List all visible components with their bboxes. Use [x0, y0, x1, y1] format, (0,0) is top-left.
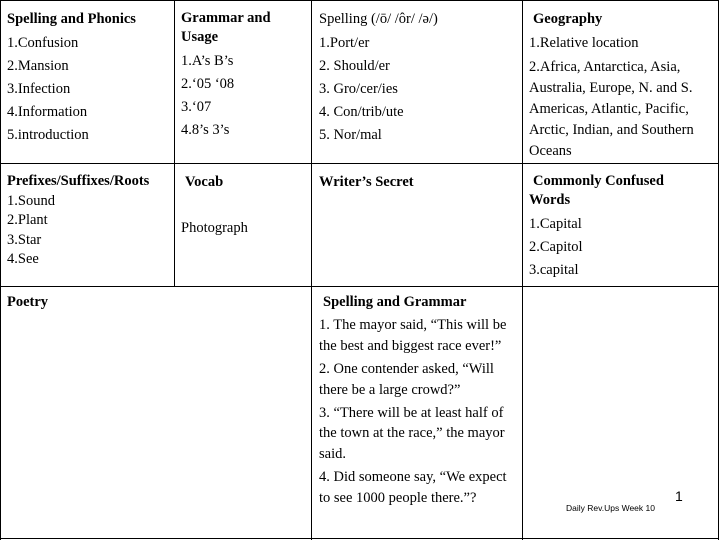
list-item: 1.Port/er	[319, 35, 370, 51]
spelling-sounds-cell	[319, 9, 519, 147]
table-border-left	[0, 0, 1, 540]
grammar-usage-title-cont: Usage	[181, 29, 219, 45]
grammar-usage-cell	[181, 9, 309, 142]
geography-title: Geography	[533, 11, 603, 27]
table-row-divider-2	[0, 286, 719, 287]
spelling-grammar-title: Spelling and Grammar	[323, 294, 467, 310]
table-divider-col2	[311, 0, 312, 540]
list-item: 1.Confusion	[7, 35, 79, 51]
list-item: 4.8’s 3’s	[181, 122, 230, 138]
list-item: 5. Nor/mal	[319, 127, 382, 143]
vocab-title: Vocab	[185, 174, 224, 190]
table-row-divider-1	[0, 163, 719, 164]
spelling-sounds-title: Spelling (/ō/ /ôr/ /ə/)	[319, 11, 438, 27]
list-item: 2.Capitol	[529, 239, 583, 255]
list-item: 3. “There will be at least half of the town at the race,” the mayor said.	[319, 405, 505, 462]
poetry-title: Poetry	[7, 294, 49, 310]
confused-words-title: Commonly Confused	[533, 173, 664, 189]
confused-words-cell	[529, 172, 715, 282]
confused-words-title-cont: Words	[529, 192, 571, 208]
grammar-usage-title: Grammar and	[181, 10, 271, 26]
list-item: 4.Information	[7, 104, 88, 120]
list-item: 1.Sound	[7, 192, 55, 209]
list-item: 2. Should/er	[319, 58, 390, 74]
list-item: 3.capital	[529, 262, 579, 278]
writers-secret-title: Writer’s Secret	[319, 174, 414, 190]
list-item: 4. Did someone say, “We expect to see 1000 people there.”?	[319, 469, 507, 506]
list-item: 2.Plant	[7, 212, 48, 228]
footer-label: Daily Rev.Ups Week 10	[566, 503, 655, 513]
list-item: 2. One contender asked, “Will there be a large crowd?”	[319, 361, 494, 398]
list-item: 3.Star	[7, 231, 42, 248]
vocab-cell	[181, 172, 309, 239]
list-item: 3.‘07	[181, 99, 212, 115]
geography-cell	[529, 9, 715, 162]
spelling-phonics-cell	[7, 9, 171, 147]
table-border-top	[0, 0, 719, 1]
poetry-cell	[7, 292, 171, 313]
list-item: 4.See	[7, 251, 39, 267]
list-item: 1.A’s B’s	[181, 53, 234, 69]
page-number: 1	[675, 488, 683, 504]
table-border-right	[718, 0, 719, 540]
list-item: 2.Mansion	[7, 58, 69, 74]
list-item: 4. Con/trib/ute	[319, 104, 404, 120]
table-border-bottom	[0, 538, 719, 539]
table-divider-col1	[174, 0, 175, 286]
list-item: 1. The mayor said, “This will be the best and biggest race ever!”	[319, 317, 507, 354]
list-item: 1.Relative location	[529, 35, 639, 51]
list-item: 1.Capital	[529, 216, 582, 232]
list-item: 2.Africa, Antarctica, Asia, Australia, Europe, N. and S. Americas, Atlantic, Pacific, Arctic, Indian, and Southern Oceans	[529, 59, 694, 159]
spelling-grammar-cell	[319, 292, 519, 508]
list-item: 5.introduction	[7, 127, 89, 143]
vocab-word: Photograph	[181, 220, 248, 236]
spelling-phonics-title: Spelling and Phonics	[7, 11, 136, 27]
writers-secret-cell	[319, 172, 519, 193]
prefixes-cell	[7, 172, 171, 270]
table-divider-col3	[522, 0, 523, 540]
list-item: 3.Infection	[7, 81, 71, 97]
list-item: 3. Gro/cer/ies	[319, 81, 398, 97]
prefixes-title: Prefixes/Suffixes/Roots	[7, 173, 150, 189]
list-item: 2.‘05 ‘08	[181, 76, 235, 92]
